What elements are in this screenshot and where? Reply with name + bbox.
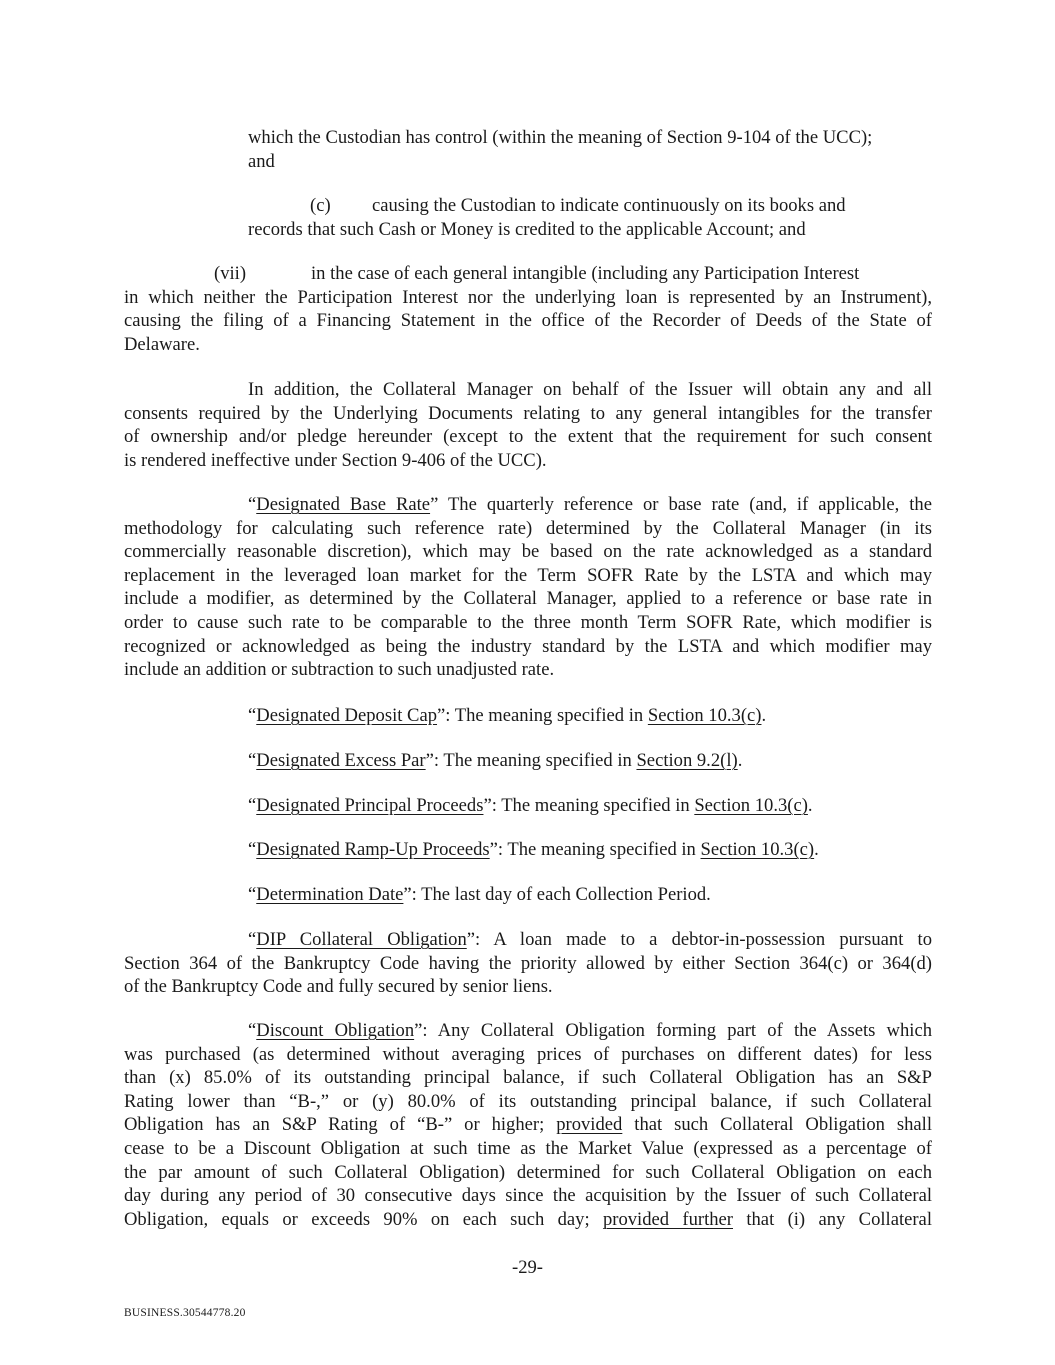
quote-mark: “	[248, 705, 257, 726]
text-line	[124, 262, 932, 286]
text-line: order to cause such rate to be comparable to the three month Term SOFR Rate, which modifier is	[124, 611, 932, 633]
text-line: In addition, the Collateral Manager on behalf of the Issuer will obtain any and all	[248, 379, 932, 400]
continuation-paragraph	[248, 126, 932, 173]
addition-paragraph	[124, 378, 932, 472]
defined-term: Discount Obligation	[256, 1020, 415, 1041]
text-line	[124, 1019, 932, 1043]
definition-dip-collateral-obligation	[124, 928, 932, 999]
definition-designated-excess-par	[248, 749, 932, 773]
definition-text: ”: The meaning specified in	[425, 750, 637, 771]
quote-mark: “	[248, 750, 257, 771]
text-segment: Obligation, equals or exceeds 90% on each such day;	[124, 1208, 603, 1230]
text-line: commercially reasonable discretion), which may be based on the rate acknowledged as a standard	[124, 541, 932, 563]
text-line: of the Bankruptcy Code and fully secured by senior liens.	[124, 976, 553, 998]
definition-text: ”: The meaning specified in	[489, 839, 701, 860]
quote-mark: “	[248, 884, 257, 905]
definition-designated-ramp-up-proceeds	[248, 838, 932, 862]
text-line: recognized or acknowledged as being the industry standard by the LSTA and which modifier may	[124, 635, 932, 657]
text-segment: that (i) any Collateral	[733, 1208, 932, 1230]
text-line: methodology for calculating such reference rate) determined by the Collateral Manager (in its	[124, 517, 932, 539]
item-text: in the case of each general intangible (including any Participation Interest	[311, 263, 860, 284]
definition-text: ”: The meaning specified in	[437, 705, 648, 726]
text-line: include a modifier, as determined by the Collateral Manager, applied to a reference or base rate in	[124, 588, 932, 610]
text-line: and	[248, 150, 275, 172]
text-line: records that such Cash or Money is credited to the applicable Account; and	[248, 218, 806, 240]
section-reference: Section 10.3(c)	[700, 839, 815, 860]
text-line: replacement in the leveraged loan market for the Term SOFR Rate by the LSTA and which may	[124, 564, 932, 586]
text-line	[124, 928, 932, 952]
page-number: -29-	[512, 1257, 543, 1278]
item-text: causing the Custodian to indicate continuously on its books and	[372, 195, 846, 216]
definition-text: ”: The last day of each Collection Period.	[403, 884, 711, 905]
text-line: Rating lower than “B-,” or (y) 80.0% of its outstanding principal balance, if such Collateral	[124, 1090, 932, 1112]
definition-discount-obligation	[124, 1019, 932, 1231]
definition-text: ”: Any Collateral Obligation forming part of the Assets which	[414, 1020, 932, 1041]
defined-term: DIP Collateral Obligation	[256, 929, 467, 950]
item-label: (c)	[310, 195, 331, 216]
text-line: is rendered ineffective under Section 9-406 of the UCC).	[124, 449, 547, 471]
text-line: cease to be a Discount Obligation at such time as the Market Value (expressed as a percentage of	[124, 1137, 932, 1159]
emphasized-term: provided further	[602, 1208, 733, 1230]
text-line: the par amount of such Collateral Obligation) determined for such Collateral Obligation on each	[124, 1161, 932, 1183]
punctuation: .	[814, 839, 819, 860]
item-vii-paragraph	[124, 262, 932, 356]
definition-designated-deposit-cap	[248, 704, 932, 728]
text-line: Delaware.	[124, 333, 200, 355]
text-segment: Obligation has an S&P Rating of “B-” or higher;	[124, 1114, 557, 1136]
text-line: day during any period of 30 consecutive days since the acquisition by the Issuer of such Collateral	[124, 1185, 932, 1207]
definition-designated-base-rate	[124, 493, 932, 682]
definition-text: ”: The meaning specified in	[483, 795, 695, 816]
emphasized-term: provided	[556, 1114, 623, 1136]
item-label: (vii)	[214, 263, 247, 284]
item-c-paragraph	[248, 194, 932, 241]
text-line: Section 364 of the Bankruptcy Code having the priority allowed by either Section 364(c) or 364(d)	[124, 952, 932, 974]
text-line: which the Custodian has control (within the meaning of Section 9-104 of the UCC);	[248, 127, 873, 148]
defined-term: Designated Excess Par	[256, 750, 426, 771]
defined-term: Designated Base Rate	[256, 494, 431, 515]
quote-mark: “	[248, 494, 257, 515]
section-reference: Section 10.3(c)	[694, 795, 808, 816]
defined-term: Designated Deposit Cap	[256, 705, 438, 726]
definition-determination-date	[248, 883, 932, 907]
text-line: than (x) 85.0% of its outstanding principal balance, if such Collateral Obligation has an S&P	[124, 1067, 932, 1089]
text-line: include an addition or subtraction to such unadjusted rate.	[124, 659, 555, 681]
text-line: in which neither the Participation Interest nor the underlying loan is represented by an Instrument),	[124, 286, 932, 308]
text-line: of ownership and/or pledge hereunder (except to the extent that the requirement for such consent	[124, 426, 932, 448]
text-segment: that such Collateral Obligation shall	[622, 1114, 933, 1136]
text-line	[124, 1208, 932, 1232]
section-reference: Section 10.3(c)	[647, 705, 762, 726]
definition-text: ” The quarterly reference or base rate (and, if applicable, the	[430, 494, 932, 515]
text-line: causing the filing of a Financing Statement in the office of the Recorder of Deeds of the State of	[124, 310, 932, 332]
quote-mark: “	[248, 839, 257, 860]
text-line: was purchased (as determined without averaging prices of purchases on different dates) for less	[124, 1043, 932, 1065]
definition-text: ”: A loan made to a debtor-in-possession pursuant to	[466, 929, 932, 950]
text-line	[248, 194, 932, 218]
defined-term: Designated Principal Proceeds	[256, 795, 484, 816]
quote-mark: “	[248, 929, 257, 950]
punctuation: .	[737, 750, 743, 771]
punctuation: .	[807, 795, 813, 816]
definition-designated-principal-proceeds	[248, 794, 932, 818]
quote-mark: “	[248, 1020, 257, 1041]
text-line: consents required by the Underlying Documents relating to any general intangibles for the transfer	[124, 402, 932, 424]
defined-term: Determination Date	[256, 884, 404, 905]
quote-mark: “	[248, 795, 257, 816]
text-line	[124, 1113, 932, 1137]
defined-term: Designated Ramp-Up Proceeds	[256, 839, 490, 860]
section-reference: Section 9.2(l)	[636, 750, 738, 771]
text-line	[124, 493, 932, 517]
punctuation: .	[761, 705, 767, 726]
document-id: BUSINESS.30544778.20	[124, 1307, 246, 1319]
